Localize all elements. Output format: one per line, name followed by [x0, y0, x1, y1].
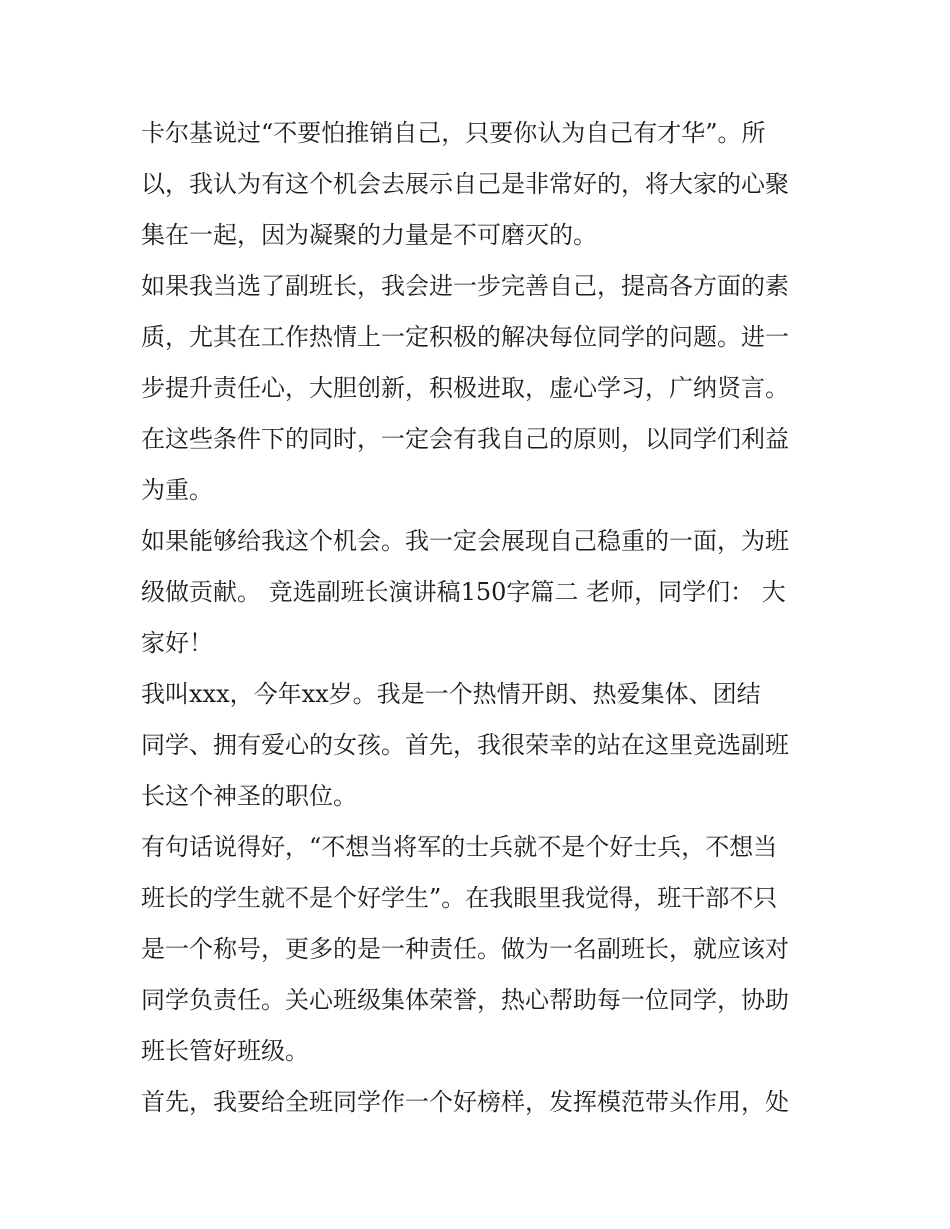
text-line: 以，我认为有这个机会去展示自己是非常好的，将大家的心聚	[141, 170, 789, 198]
text-line: 质，尤其在工作热情上一定积极的解决每位同学的问题。进一	[141, 323, 789, 351]
text-line: 是一个称号，更多的是一种责任。做为一名副班长，就应该对	[141, 935, 789, 963]
text-line: 班长的学生就不是个好学生”。在我眼里我觉得，班干部不只	[141, 884, 778, 912]
text-line: 家好！	[141, 629, 213, 657]
text-line: 卡尔基说过“不要怕推销自己，只要你认为自己有才华”。所	[141, 119, 766, 147]
text-line: 我叫xxx，今年xx岁。我是一个热情开朗、热爱集体、团结	[141, 680, 761, 708]
text-line: 同学负责任。关心班级集体荣誉，热心帮助每一位同学，协助	[141, 986, 789, 1014]
text-line: 长这个神圣的职位。	[141, 782, 357, 810]
text-line: 班长管好班级。	[141, 1037, 309, 1065]
text-line: 同学、拥有爱心的女孩。首先，我很荣幸的站在这里竞选副班	[141, 731, 789, 759]
text-line: 步提升责任心，大胆创新，积极进取，虚心学习，广纳贤言。	[141, 374, 789, 402]
text-line: 首先，我要给全班同学作一个好榜样，发挥模范带头作用，处	[141, 1088, 789, 1116]
text-line: 在这些条件下的同时，一定会有我自己的原则，以同学们利益	[141, 425, 789, 453]
text-line: 为重。	[141, 476, 213, 504]
document-body	[141, 108, 817, 1128]
text-line: 如果能够给我这个机会。我一定会展现自己稳重的一面，为班	[141, 527, 789, 555]
text-line: 如果我当选了副班长，我会进一步完善自己，提高各方面的素	[141, 272, 789, 300]
text-line: 级做贡献。 竞选副班长演讲稿150字篇二 老师，同学们： 大	[141, 578, 786, 606]
text-line: 有句话说得好，“不想当将军的士兵就不是个好士兵，不想当	[141, 833, 778, 861]
text-line: 集在一起，因为凝聚的力量是不可磨灭的。	[141, 221, 597, 249]
